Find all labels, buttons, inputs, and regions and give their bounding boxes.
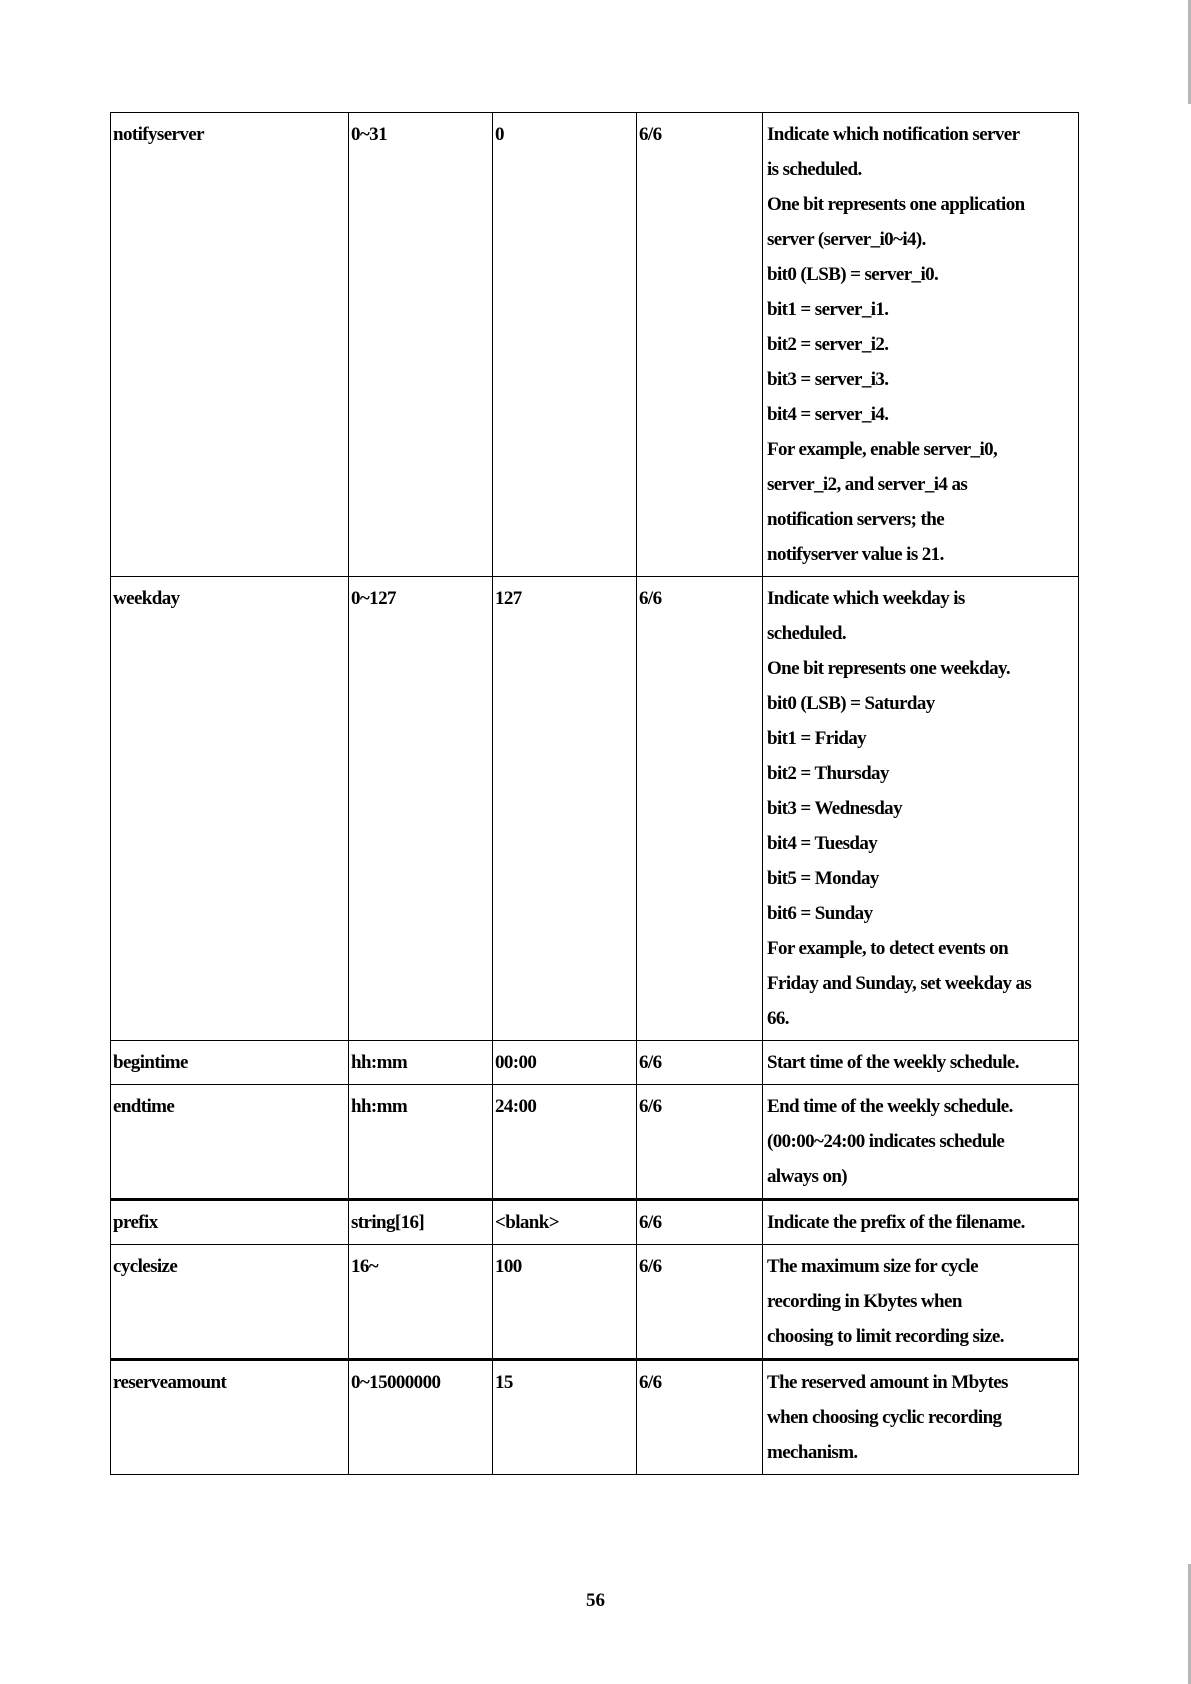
param-default-cell: 15 [493, 1360, 637, 1475]
description-line: choosing to limit recording size. [767, 1326, 1004, 1347]
param-description-cell [763, 113, 1079, 577]
description-line: bit6 = Sunday [767, 903, 873, 924]
description-line: 66. [767, 1008, 789, 1029]
description-line: always on) [767, 1166, 848, 1187]
description-line: when choosing cyclic recording [767, 1407, 1002, 1428]
param-security-cell: 6/6 [637, 1360, 763, 1475]
param-range-cell: hh:mm [349, 1041, 493, 1085]
param-default-cell: 127 [493, 577, 637, 1041]
param-range-cell: 0~15000000 [349, 1360, 493, 1475]
param-description-cell [763, 1041, 1079, 1085]
table-row [111, 113, 1079, 577]
param-range-cell: hh:mm [349, 1085, 493, 1200]
description-line: The maximum size for cycle [767, 1256, 978, 1277]
param-description-cell [763, 1360, 1079, 1475]
table-row [111, 1041, 1079, 1085]
page-number: 56 [586, 1590, 605, 1611]
description-line: bit3 = server_i3. [767, 369, 889, 390]
description-line: bit2 = server_i2. [767, 334, 889, 355]
description-line: bit1 = Friday [767, 728, 867, 749]
description-line: (00:00~24:00 indicates schedule [767, 1131, 1005, 1152]
description-line: scheduled. [767, 623, 846, 644]
param-range-cell: 0~31 [349, 113, 493, 577]
param-default-cell: 24:00 [493, 1085, 637, 1200]
description-line: For example, to detect events on [767, 938, 1009, 959]
param-default-cell: 100 [493, 1245, 637, 1360]
description-line: notification servers; the [767, 509, 945, 530]
param-security-cell: 6/6 [637, 1085, 763, 1200]
description-line: One bit represents one weekday. [767, 658, 1011, 679]
description-line: server_i2, and server_i4 as [767, 474, 968, 495]
param-security-cell: 6/6 [637, 1041, 763, 1085]
description-line: bit4 = Tuesday [767, 833, 878, 854]
description-line: bit5 = Monday [767, 868, 879, 889]
param-security-cell: 6/6 [637, 577, 763, 1041]
description-line: Friday and Sunday, set weekday as [767, 973, 1032, 994]
description-line: recording in Kbytes when [767, 1291, 962, 1312]
description-line: bit1 = server_i1. [767, 299, 889, 320]
description-line: notifyserver value is 21. [767, 544, 944, 565]
description-line: mechanism. [767, 1442, 858, 1463]
table-row [111, 1245, 1079, 1360]
description-line: bit2 = Thursday [767, 763, 889, 784]
table-row [111, 577, 1079, 1041]
description-line: For example, enable server_i0, [767, 439, 998, 460]
table-row [111, 1200, 1079, 1245]
param-default-cell: <blank> [493, 1200, 637, 1245]
description-line: server (server_i0~i4). [767, 229, 926, 250]
table-row [111, 1085, 1079, 1200]
param-range-cell: 0~127 [349, 577, 493, 1041]
description-line: Indicate which weekday is [767, 588, 965, 609]
param-name-cell: begintime [111, 1041, 349, 1085]
param-default-cell: 00:00 [493, 1041, 637, 1085]
param-description-cell [763, 1200, 1079, 1245]
description-line: The reserved amount in Mbytes [767, 1372, 1008, 1393]
description-line: Start time of the weekly schedule. [767, 1052, 1019, 1073]
description-line: bit3 = Wednesday [767, 798, 902, 819]
param-range-cell: 16~ [349, 1245, 493, 1360]
description-line: bit0 (LSB) = server_i0. [767, 264, 939, 285]
param-security-cell: 6/6 [637, 113, 763, 577]
param-name-cell: prefix [111, 1200, 349, 1245]
param-description-cell [763, 1085, 1079, 1200]
param-description-cell [763, 1245, 1079, 1360]
param-name-cell: endtime [111, 1085, 349, 1200]
description-line: Indicate the prefix of the filename. [767, 1212, 1025, 1233]
description-line: bit4 = server_i4. [767, 404, 889, 425]
param-name-cell: reserveamount [111, 1360, 349, 1475]
description-line: One bit represents one application [767, 194, 1025, 215]
param-description-cell [763, 577, 1079, 1041]
description-line: is scheduled. [767, 159, 862, 180]
param-name-cell: cyclesize [111, 1245, 349, 1360]
param-name-cell: notifyserver [111, 113, 349, 577]
table-row [111, 1360, 1079, 1475]
parameter-table [110, 112, 1079, 1475]
description-line: Indicate which notification server [767, 124, 1020, 145]
param-range-cell: string[16] [349, 1200, 493, 1245]
description-line: bit0 (LSB) = Saturday [767, 693, 935, 714]
param-default-cell: 0 [493, 113, 637, 577]
param-security-cell: 6/6 [637, 1200, 763, 1245]
param-name-cell: weekday [111, 577, 349, 1041]
description-line: End time of the weekly schedule. [767, 1096, 1013, 1117]
param-security-cell: 6/6 [637, 1245, 763, 1360]
